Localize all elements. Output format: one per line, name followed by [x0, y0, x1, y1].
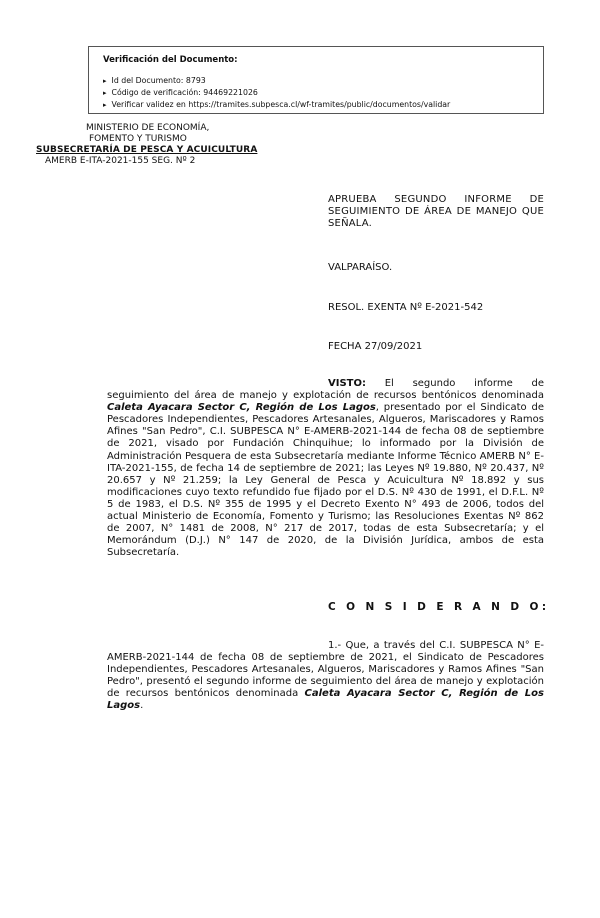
considerando-item-1-area: Caleta Ayacara Sector C, Región de Los Lagos: [107, 688, 544, 712]
ministry-line-2: FOMENTO Y TURISMO: [89, 134, 187, 144]
considerando-heading: C O N S I D E R A N D O:: [328, 601, 550, 613]
verification-list: [103, 75, 450, 111]
considerando-item-1: [107, 640, 544, 713]
verification-box: [88, 46, 544, 114]
verification-document-id: ▸ Id del Documento: 8793: [103, 75, 450, 87]
verification-code: ▸ Código de verificación: 94469221026: [103, 87, 450, 99]
resolution-date: FECHA 27/09/2021: [328, 341, 423, 352]
resolution-number: RESOL. EXENTA Nº E-2021-542: [328, 302, 484, 313]
subsecretaria-heading: SUBSECRETARÍA DE PESCA Y ACUICULTURA: [36, 145, 258, 155]
visto-text-b: , presentado por el Sindicato de Pescadores Independientes, Pescadores Artesanales, Algueros, Mariscadores y Ramos Afines "San Pedro", C.I. SUBPESCA N° E-AMERB-2021-144 de fecha 08 de septiembre de 2021, visado por Fundación Chinquihue; lo informado por la División de Administración Pesquera de esta Subsecretaría mediante Informe Técnico AMERB N° E-ITA-2021-155, de fecha 14 de septiembre de 2021; las Leyes Nº 19.880, Nº 20.437, Nº 20.657 y Nº 21.259; la Ley General de Pesca y Acuicultura Nº 18.892 y sus modificaciones cuyo texto refundido fue fijado por el D.S. Nº 430 de 1991, el D.F.L. Nº 5 de 1983, el D.S. Nº 355 de 1995 y el Decreto Exento N° 493 de 2006, todos del actual Ministerio de Economía, Fomento y Turismo; las Resoluciones Exentas Nº 862 de 2007, N° 1481 de 2008, N° 217 de 2017, todas de esta Subsecretaría; y el Memorándum (D.J.) N° 147 de 2020, de la División Jurídica, ambos de esta Subsecretaría.: [107, 402, 544, 559]
verification-url[interactable]: ▸ Verificar validez en https://tramites.subpesca.cl/wf-tramites/public/documentos/validar: [103, 99, 450, 111]
visto-label: VISTO:: [328, 378, 366, 389]
document-reference: AMERB E-ITA-2021-155 SEG. Nº 2: [45, 156, 196, 166]
verification-title: Verificación del Documento:: [103, 55, 238, 65]
visto-paragraph: [107, 378, 544, 559]
visto-text-a: El segundo informe de seguimiento del área de manejo y explotación de recursos bentónicos denominada: [107, 378, 544, 402]
considerando-item-1-text-a: 1.- Que, a través del C.I. SUBPESCA N° E-AMERB-2021-144 de fecha 08 de septiembre de 2021, el Sindicato de Pescadores Independientes, Pescadores Artesanales, Algueros, Mariscadores y Ramos Afines "San Pedro", presentó el segundo informe de seguimiento del área de manejo y explotación de recursos bentónicos denominada: [107, 640, 544, 700]
visto-area-name: Caleta Ayacara Sector C, Región de Los Lagos: [107, 402, 376, 414]
city: VALPARAÍSO.: [328, 262, 393, 273]
considerando-item-1-text-b: .: [140, 700, 144, 712]
ministry-line-1: MINISTERIO DE ECONOMÍA,: [86, 123, 210, 133]
resolution-title: APRUEBA SEGUNDO INFORME DE SEGUIMIENTO DE ÁREA DE MANEJO QUE SEÑALA.: [328, 194, 544, 229]
